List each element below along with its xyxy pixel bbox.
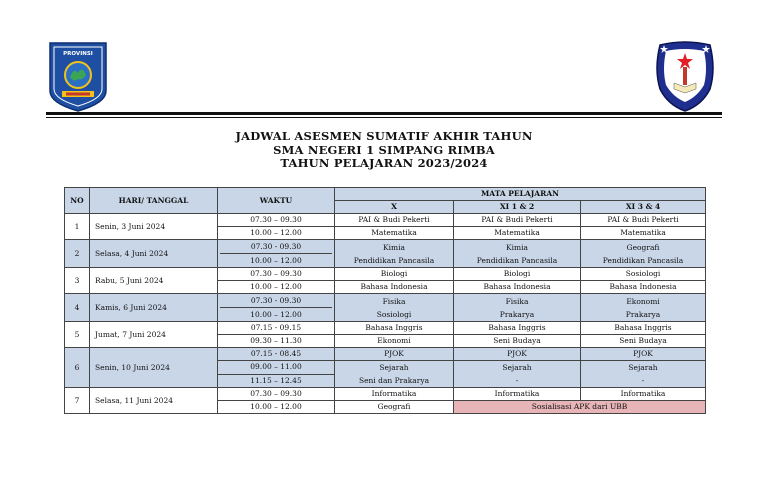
slot-xi34: Prakarya [625,309,661,319]
slot-xi12: Matematika [454,227,581,240]
col-header-x: X [335,201,454,214]
header-rule-thin [46,117,722,118]
school-logo [652,39,718,113]
title-line-3: TAHUN PELAJARAN 2023/2024 [280,156,488,170]
slot-time: 10.00 – 12.00 [218,281,335,294]
slot-xi12: Bahasa Indonesia [454,281,581,294]
slot-xi12: Bahasa Inggris [454,322,581,335]
slot-xi34-group [581,240,706,268]
col-header-day: HARI/ TANGGAL [90,188,218,214]
row-day: Jumat, 7 Juni 2024 [90,322,218,348]
row-day: Senin, 10 Juni 2024 [90,348,218,388]
slot-xi34: Sosiologi [581,268,706,281]
slot-xi34: PAI & Budi Pekerti [581,214,706,227]
row-day: Kamis, 6 Juni 2024 [90,294,218,322]
row-day: Senin, 3 Juni 2024 [90,214,218,240]
slot-x-group [335,361,454,388]
logo-left-line1: PROVINSI [63,51,93,57]
slot-xi12-group [454,240,581,268]
slot-time: 11.15 – 12.45 [218,374,335,388]
slot-xi34: - [641,376,645,385]
col-header-time: WAKTU [218,188,335,214]
slot-time: 07.15 - 09.15 [218,322,335,335]
slot-xi12: Biologi [454,268,581,281]
slot-x: Sosiologi [376,309,412,319]
slot-x: Geografi [335,401,454,414]
slot-x: Fisika [382,296,406,306]
slot-time: 10.00 – 12.00 [220,307,332,321]
slot-x: Matematika [335,227,454,240]
slot-x: Seni dan Prakarya [358,376,430,385]
slot-x: Biologi [335,268,454,281]
slot-x-group [335,294,454,322]
header-rule-thick [46,112,722,115]
socialization-cell: Sosialisasi APK dari UBB [454,401,706,414]
slot-time: 10.00 – 12.00 [218,401,335,414]
slot-xi34: Bahasa Inggris [581,322,706,335]
row-day: Selasa, 4 Juni 2024 [90,240,218,268]
slot-xi34: Matematika [581,227,706,240]
slot-time: 07.30 – 09.30 [218,214,335,227]
slot-x: Bahasa Inggris [335,322,454,335]
title-line-2: SMA NEGERI 1 SIMPANG RIMBA [273,142,495,157]
row-day: Selasa, 11 Juni 2024 [90,388,218,414]
row-no: 7 [65,388,90,414]
slot-xi34: Sejarah [628,363,658,372]
slot-x: Bahasa Indonesia [335,281,454,294]
slot-x: Pendidikan Pancasila [353,255,435,265]
slot-x: Sejarah [379,363,409,372]
col-header-no: NO [65,188,90,214]
slot-time: 07.15 - 08.45 [218,348,335,361]
slot-xi34: PJOK [581,348,706,361]
province-logo [48,41,108,113]
slot-xi12: Fisika [505,296,529,306]
slot-x-group [335,240,454,268]
slot-xi34-group [581,294,706,322]
slot-xi34-group [581,361,706,388]
title-line-1: JADWAL ASESMEN SUMATIF AKHIR TAHUN [235,129,533,143]
row-no: 3 [65,268,90,294]
exam-schedule-table [64,187,706,414]
row-day: Rabu, 5 Juni 2024 [90,268,218,294]
slot-xi12: Pendidikan Pancasila [476,255,558,265]
slot-xi34: Geografi [626,242,660,252]
col-header-xi12: XI 1 & 2 [454,201,581,214]
slot-xi34: Ekonomi [626,296,660,306]
slot-time: 07.30 - 09.30 [250,242,302,251]
slot-x: PAI & Budi Pekerti [335,214,454,227]
slot-x: Ekonomi [335,335,454,348]
slot-time: 07.30 – 09.30 [218,388,335,401]
slot-x: PJOK [335,348,454,361]
slot-xi12: Sejarah [502,363,532,372]
row-no: 6 [65,348,90,388]
slot-xi34: Bahasa Indonesia [581,281,706,294]
col-header-xi34: XI 3 & 4 [581,201,706,214]
slot-xi34: Pendidikan Pancasila [602,255,684,265]
row-no: 2 [65,240,90,268]
slot-xi12: Kimia [506,242,528,252]
slot-time: 09.30 – 11.30 [218,335,335,348]
slot-xi34: Seni Budaya [581,335,706,348]
slot-time-group [218,240,335,268]
slot-time: 10.00 – 12.00 [218,227,335,240]
slot-x: Kimia [383,242,405,252]
slot-xi12: PAI & Budi Pekerti [454,214,581,227]
document-title [0,130,768,171]
slot-xi12: PJOK [454,348,581,361]
row-no: 4 [65,294,90,322]
slot-xi12: Seni Budaya [454,335,581,348]
slot-xi12: Informatika [454,388,581,401]
slot-xi12-group [454,361,581,388]
slot-time: 07.30 – 09.30 [218,268,335,281]
slot-time: 10.00 – 12.00 [220,253,332,267]
row-no: 1 [65,214,90,240]
slot-x: Informatika [335,388,454,401]
slot-xi12: Prakarya [499,309,535,319]
slot-xi12: - [515,376,519,385]
slot-time-group [218,294,335,322]
col-header-subjects: MATA PELAJARAN [335,188,706,201]
slot-time: 07.30 - 09.30 [250,296,302,305]
slot-time: 09.00 – 11.00 [218,361,335,375]
row-no: 5 [65,322,90,348]
slot-xi34: Informatika [581,388,706,401]
slot-xi12-group [454,294,581,322]
